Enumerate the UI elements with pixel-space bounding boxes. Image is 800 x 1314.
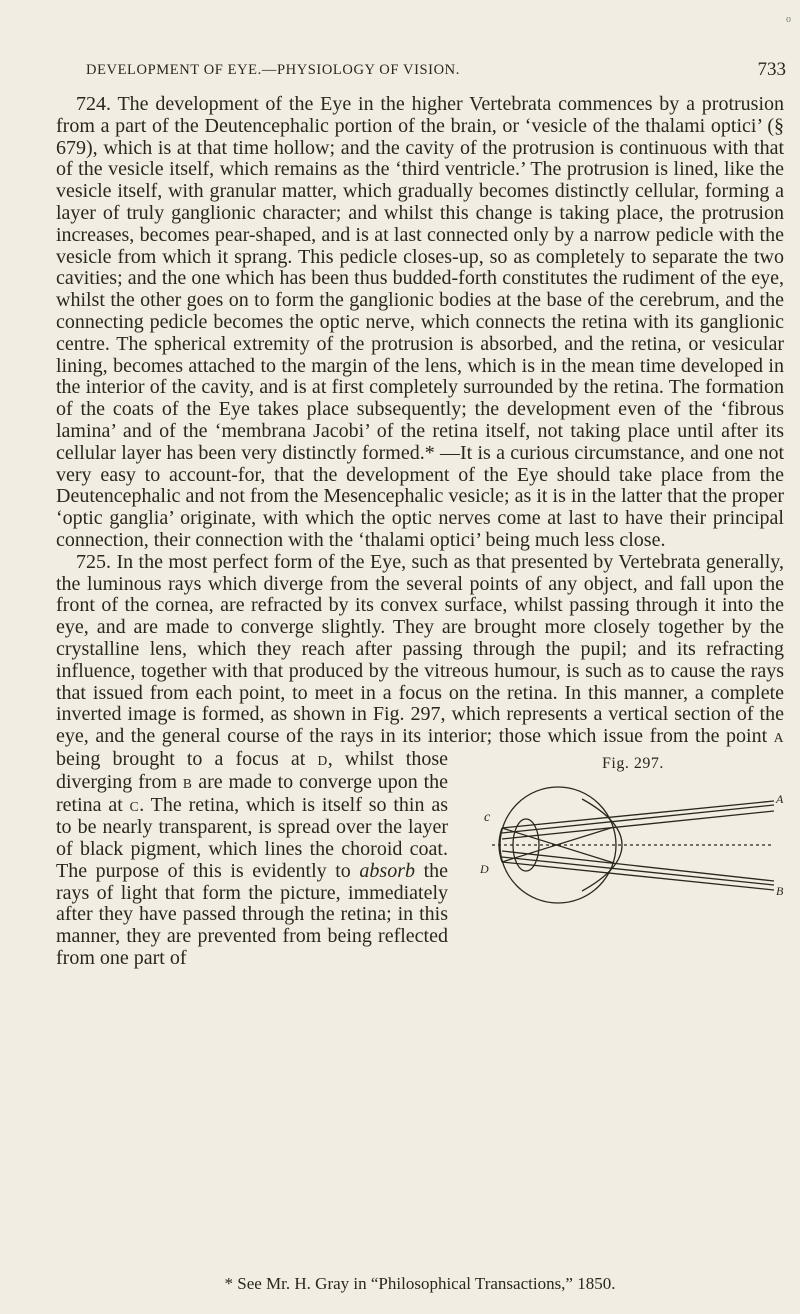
page-number: 733 [757,59,786,80]
paragraph-725-part1: 725. In the most perfect form of the Eye, such as that presented by Vertebrata generally, the luminous rays which diverge from the several points of any object, and fall upon the front of the cornea, are refracted by its convex surface, whilst passing through it into the eye, and are made to converge slightly. They are brought more closely together by the crystalline lens, which they reach after passing through the pupil; and its refracting influence, together with that produced by the vitreous humour, is such as to cause the rays that issued from each point, to meet in a focus on the retina. In this manner, a complete inverted image is formed, as shown in Fig. 297, which represents a vertical section of the eye, and the general course of the rays in its interior; those which issue from the point [56,550,784,748]
paragraph-725 [56,552,784,970]
emphasis-absorb: absorb [359,859,415,882]
eye-section-diagram [462,773,788,923]
figure-297 [462,753,788,931]
body-text [56,94,784,970]
figure-letter-b: B [776,883,784,898]
paragraph-725-part4: are made to converge upon the retina at [56,770,448,816]
footnote: * See Mr. H. Gray in “Philosophical Transactions,” 1850. [224,1274,616,1293]
small-cap-c: C [129,798,140,814]
paragraph-725-part3: , whilst those diverging from [56,747,448,793]
small-cap-b: B [182,775,193,791]
ray-upper-2 [502,805,774,833]
ray-upper-1 [502,801,774,828]
paragraph-725-part2: being brought to a focus at [56,747,318,770]
paragraph-725-part5: . The retina, which is itself so thin as to be nearly transparent, is spread over the layer of black pigment, which lines the choroid coat. The purpose of this is evidently to [56,793,448,882]
page-edge-mark: o [786,14,791,25]
figure-letter-c: c [484,809,491,825]
small-cap-a: A [773,730,784,746]
paragraph-724: 724. The development of the Eye in the higher Vertebrata commences by a protrusion from a part of the Deutencephalic portion of the brain, or ‘vesicle of the thalami optici’ (§ 679), which is at that time hollow; and the cavity of the protrusion is continuous with that of the vesicle itself, which remains as the ‘third ventricle.’ The protrusion is lined, like the vesicle itself, with granular matter, which gradually becomes distinctly cellular, forming a layer of truly ganglionic character; and whilst this change is taking place, the protrusion increases, becomes pear-shaped, and is at last connected only by a narrow pedicle with the vesicle from which it sprang. This pedicle closes-up, so as completely to separate the two cavities; and the one which has been thus budded-forth constitutes the rudiment of the eye, whilst the other goes on to form the ganglionic bodies at the base of the cerebrum, and the connecting pedicle becomes the optic nerve, which connects the retina with its ganglionic centre. The spherical extremity of the protrusion is absorbed, and the retina, or vesicular lining, becomes attached to the margin of the lens, which is in the mean time developed in the interior of the cavity, and is at first completely surrounded by the retina. The formation of the coats of the Eye takes place subsequently; the development even of the ‘fibrous lamina’ and of the ‘membrana Jacobi’ of the retina itself, not taking place until after its cellular layer has been very distinctly formed.* —It is a curious circumstance, and one not very easy to account-for, that the development of the Eye should take place from the Deutencephalic and not from the Mesencephalic vesicle; as it is in the latter that the proper ‘optic ganglia’ originate, with which the optic nerves come at last to have their principal connection, their connection with the ‘thalami optici’ being much less close. [56,93,784,551]
figure-letter-d: D [480,861,489,876]
figure-label: Fig. 297. [602,754,664,772]
ray-lower-2 [502,857,774,885]
ray-upper-3 [502,811,774,839]
paragraph-725-part6: the rays of light that form the picture, immediately after they have passed through the retina; in this manner, they are prevented from being reflected from one part of [56,859,449,970]
figure-letter-a: A [776,791,784,806]
small-cap-d: D [317,752,328,768]
running-title: DEVELOPMENT OF EYE.—PHYSIOLOGY OF VISION. [86,62,460,78]
